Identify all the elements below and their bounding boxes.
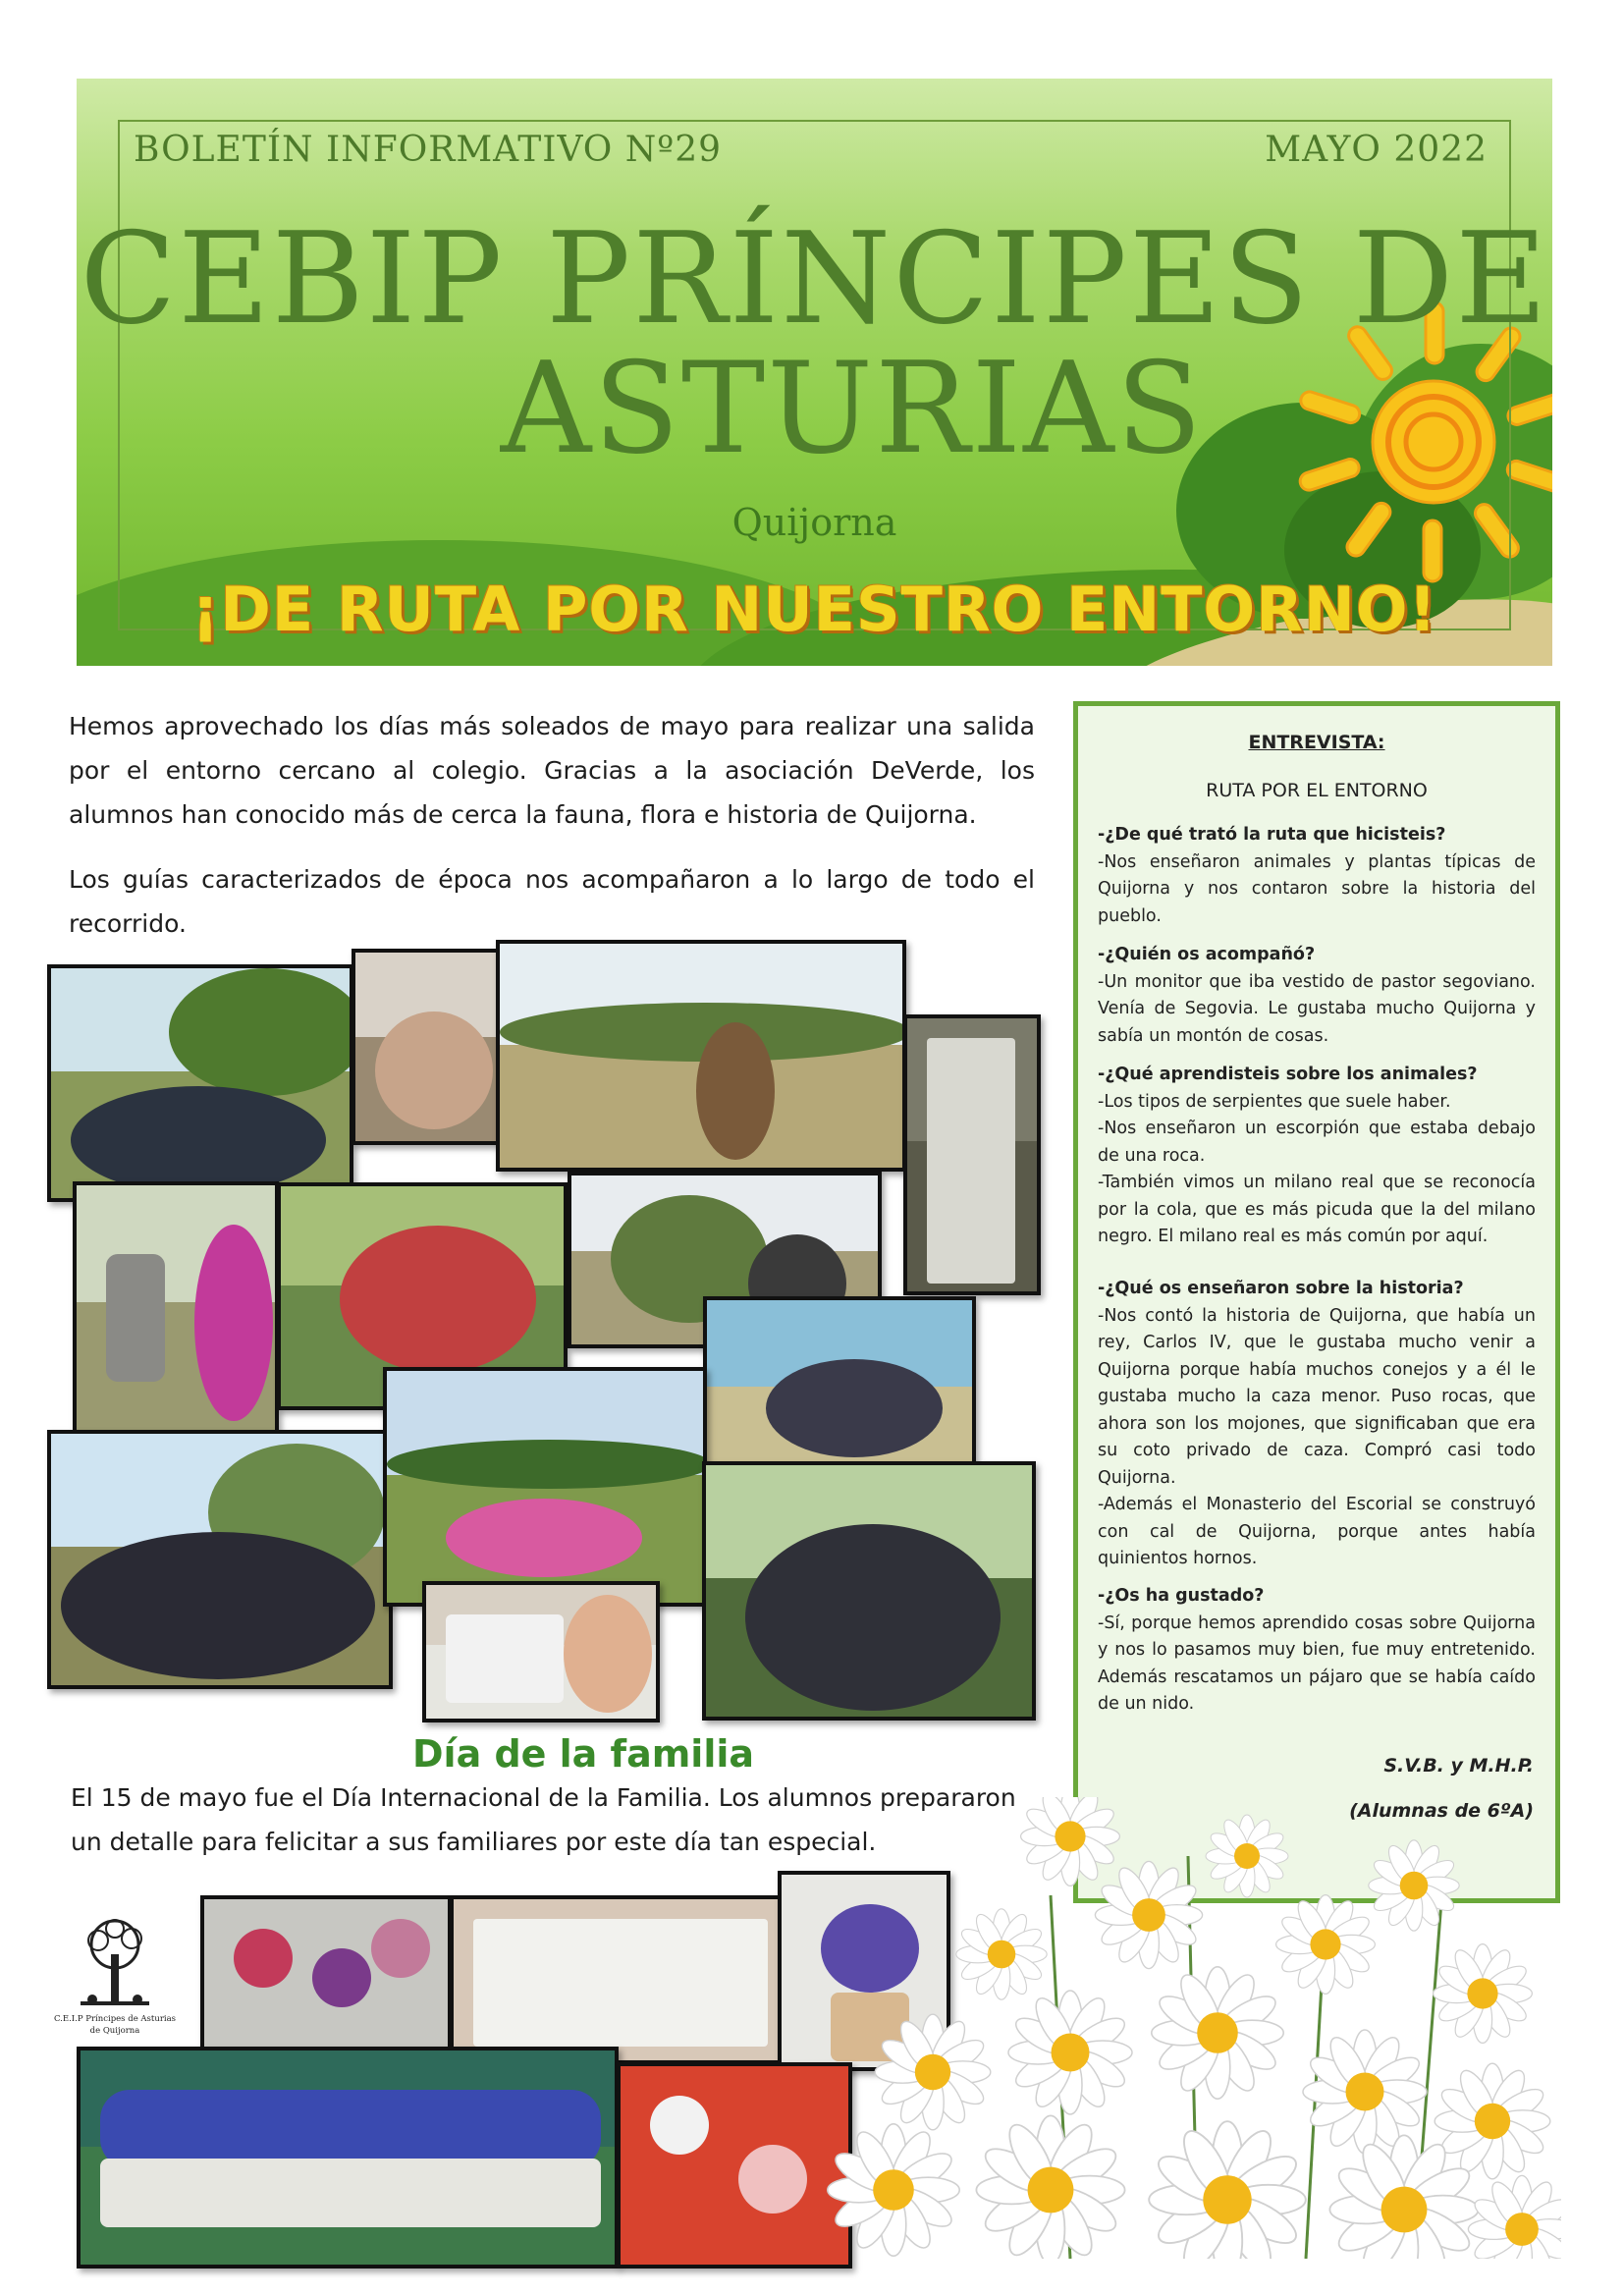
interview-question: -¿Quién os acompañó? <box>1098 945 1316 964</box>
logo-text-line2: de Quijorna <box>89 2026 140 2036</box>
interview-answer: -Un monitor que iba vestido de pastor segoviano. Venía de Segovia. Le gustaba mucho Quijorna y sabía un montón de cosas. <box>1098 971 1536 1046</box>
family-photo <box>200 1895 452 2066</box>
logo-text-line1: C.E.I.P Príncipes de Asturias <box>53 2014 177 2024</box>
interview-subtitle: RUTA POR EL ENTORNO <box>1206 780 1428 801</box>
route-photo <box>496 940 906 1172</box>
family-section-text: El 15 de mayo fue el Día Internacional de la Familia. Los alumnos prepararon un detalle para felicitar a sus familiares por este día tan especial. <box>71 1783 1016 1856</box>
intro-paragraph-2: Los guías caracterizados de época nos acompañaron a lo largo de todo el recorrido. <box>69 865 1035 938</box>
interview-answer: -Nos contó la historia de Quijorna, que había un rey, Carlos IV, que le gustaba mucho venir a Quijorna porque había muchos conejos y a él le gustaba mucho la caza menor. Puso rocas, que ahora son los mojones, que significaban que era su coto privado de caza. Compró casi todo Quijorna. <box>1098 1305 1536 1488</box>
daisy-flowers-decoration <box>776 1797 1561 2259</box>
newsletter-number: BOLETÍN INFORMATIVO Nº29 <box>134 130 722 170</box>
town-name: Quijorna <box>731 501 897 544</box>
interview-answer: -Nos enseñaron animales y plantas típicas de Quijorna y nos contaron sobre la historia del pueblo. <box>1098 851 1536 926</box>
interview-title: ENTREVISTA: <box>1248 732 1385 753</box>
interview-answer: -Los tipos de serpientes que suele haber. <box>1098 1091 1451 1112</box>
interview-answer: -Nos enseñaron un escorpión que estaba debajo de una roca. <box>1098 1119 1536 1166</box>
family-photo <box>450 1895 784 2064</box>
interview-authors: S.V.B. y M.H.P. <box>1383 1755 1534 1777</box>
interview-answer: -Además el Monasterio del Escorial se construyó con cal de Quijorna, porque antes había quinientos hornos. <box>1098 1495 1536 1568</box>
school-name-line1: CEBIP PRÍNCIPES DE <box>80 206 1549 353</box>
route-photo <box>702 1461 1036 1721</box>
interview-answer: -Sí, porque hemos aprendido cosas sobre Quijorna y nos lo pasamos muy bien, fue muy entretenido. Además rescatamos un pájaro que se había caído de un nido. <box>1098 1613 1536 1714</box>
interview-question: -¿De qué trató la ruta que hicisteis? <box>1098 825 1446 845</box>
interview-item <box>1098 1276 1536 1573</box>
school-logo <box>51 1915 179 2043</box>
family-photo <box>77 2047 619 2269</box>
interview-item <box>1098 822 1536 930</box>
school-name-line2: ASTURIAS <box>500 336 1205 482</box>
interview-item <box>1098 1062 1536 1251</box>
interview-item <box>1098 942 1536 1050</box>
route-photo <box>383 1367 707 1607</box>
route-photo <box>903 1014 1041 1295</box>
interview-item <box>1098 1583 1536 1719</box>
interview-question: -¿Os ha gustado? <box>1098 1586 1265 1606</box>
interview-answer: -También vimos un milano real que se reconocía por la cola, que es más picuda que la del milano negro. El milano real es más común por aquí. <box>1098 1173 1536 1246</box>
interview-question: -¿Qué os enseñaron sobre la historia? <box>1098 1279 1464 1298</box>
family-section-title: Día de la familia <box>412 1732 755 1776</box>
interview-box <box>1073 701 1560 1903</box>
route-photo <box>47 1430 393 1689</box>
route-photo <box>422 1581 660 1722</box>
route-photo <box>73 1181 279 1449</box>
header-banner <box>77 79 1552 666</box>
headline: ¡DE RUTA POR NUESTRO ENTORNO! <box>191 574 1437 645</box>
route-photo <box>352 949 501 1145</box>
route-photo <box>47 964 353 1202</box>
newsletter-date: MAYO 2022 <box>1265 130 1488 170</box>
interview-question: -¿Qué aprendisteis sobre los animales? <box>1098 1065 1478 1084</box>
interview-authors-class: (Alumnas de 6ºA) <box>1349 1800 1534 1822</box>
intro-paragraph-1: Hemos aprovechado los días más soleados de mayo para realizar una salida por el entorno cercano al colegio. Gracias a la asociación DeVerde, los alumnos han conocido más de cerca la fauna, flora e historia de Quijorna. <box>69 712 1035 829</box>
